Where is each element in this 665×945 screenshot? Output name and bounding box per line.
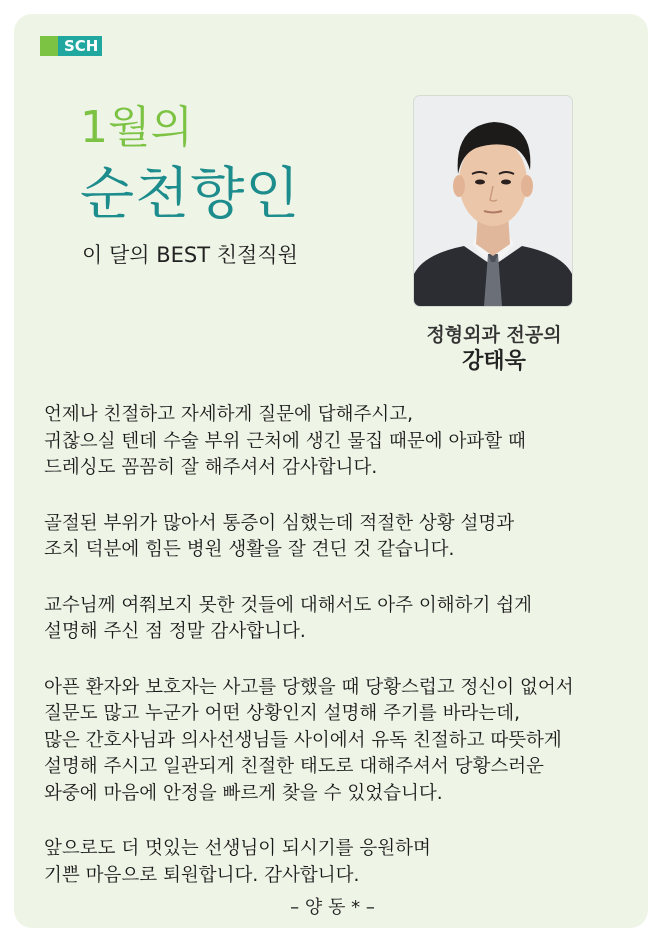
letter-paragraph [44,675,624,808]
letter-line: 설명해 주신 점 정말 감사합니다. [44,621,306,642]
letter-line: 아픈 환자와 보호자는 사고를 당했을 때 당황스럽고 정신이 없어서 [44,676,574,698]
letter-paragraph [44,836,624,889]
employee-department: 정형외과 전공의 [426,324,562,346]
title-main: 순천향인 [80,162,301,227]
letter-line: 와중에 마음에 안정을 빠르게 찾을 수 있었습니다. [44,782,443,804]
letter-line: 설명해 주시고 일관되게 친절한 태도로 대해주셔서 당황스러운 [44,756,544,777]
letter-paragraph [44,511,624,564]
letter-line: 질문도 많고 누군가 어떤 상황인지 설명해 주기를 바라는데, [44,703,520,724]
letter-paragraph [44,593,624,646]
employee-name: 강태욱 [462,349,526,374]
letter-line: 언제나 친절하고 자세하게 질문에 답해주시고, [44,404,413,425]
letter-line: 드레싱도 꼼꼼히 잘 해주셔서 감사합니다. [44,457,378,478]
letter-body [44,402,624,918]
employee-photo [414,96,572,306]
letter-line: 앞으로도 더 멋있는 선생님이 되시기를 응원하며 [44,838,431,859]
letter-line: 조치 덕분에 힘든 병원 생활을 잘 견딘 것 같습니다. [44,539,455,560]
letter-line: 교수님께 여쭤보지 못한 것들에 대해서도 아주 이해하기 쉽게 [44,594,532,616]
letter-signature: – 양 동 * – [290,897,375,918]
letter-line: 기쁜 마음으로 퇴원합니다. 감사합니다. [44,864,360,886]
letter-paragraph [44,402,624,482]
subtitle: 이 달의 BEST 친절직원 [82,243,298,267]
title-month: 1월의 [80,102,194,153]
letter-line: 골절된 부위가 많아서 통증이 심했는데 적절한 상황 설명과 [44,512,515,534]
letter-line: 귀찮으실 텐데 수술 부위 근처에 생긴 물집 때문에 아파할 때 [44,430,526,452]
sch-logo [40,36,102,56]
logo-text: SCH [58,36,102,56]
letter-line: 많은 간호사님과 의사선생님들 사이에서 유독 친절하고 따뜻하게 [44,729,562,751]
